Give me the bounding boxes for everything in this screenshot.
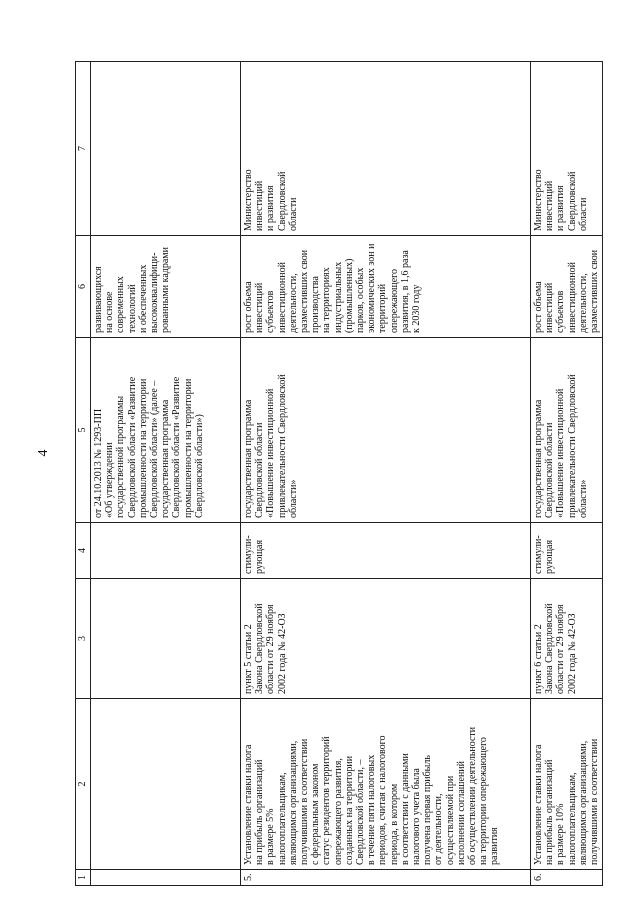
column-header-1: 1 [76, 870, 91, 886]
column-header-7: 7 [76, 62, 91, 236]
state-program: государственная программа Свердловской области «Повышение инвестиционной привлекательности Свердловской области» [241, 338, 531, 523]
incentive-description: Установление ставки налога на прибыль организаций в размере 5% налогоплательщикам, являющимся организациями, получившими в соответствии с федеральным законом статус резидентов территорий опережающего развития, созданных на территории Свердловской области, – в течение пяти налоговых периодов, считая с налогового периода, в котором в соответствии с данными налогового учета была получена первая прибыль от деятельности, осуществляемой при исполнении соглашений об осуществлении деятельности на территории опережающего развития [241, 699, 531, 870]
table-row [241, 62, 531, 886]
continuation-program-cell: от 24.10.2013 № 1293-ПП «Об утверждении государственной программы Свердловской области «Развитие промышленности на территории Свердловской области» (далее – государственная программа Свердловской области «Развитие промышленности на территории Свердловской области») [91, 338, 241, 523]
document-sheet [75, 62, 601, 886]
incentive-type: стимули- рующая [531, 523, 603, 579]
page-number: 4 [36, 449, 51, 457]
column-number-row [76, 62, 91, 886]
legal-basis: пункт 6 статьи 2 Закона Свердловской области от 29 ноября 2002 года № 42-ОЗ [531, 579, 603, 699]
state-program: государственная программа Свердловской области «Повышение инвестиционной привлекательности Свердловской области» [531, 338, 603, 523]
legal-basis: пункт 5 статьи 2 Закона Свердловской области от 29 ноября 2002 года № 42-ОЗ [241, 579, 531, 699]
incentive-description: Установление ставки налога на прибыль организаций в размере 10% налогоплательщикам, являющимся организациями, получившими в соответствии [531, 699, 603, 870]
target-indicator: рост объема инвестиций субъектов инвестиционной деятельности, разместивших свои [531, 236, 603, 338]
column-header-3: 3 [76, 579, 91, 699]
column-header-2: 2 [76, 699, 91, 870]
row-number: 5. [241, 870, 531, 886]
column-header-4: 4 [76, 523, 91, 579]
continuation-num-cell [91, 870, 241, 886]
curator-ministry: Министерство инвестиций и развития Свердловской области [241, 62, 531, 236]
rotated-table-wrapper [75, 62, 601, 886]
column-header-5: 5 [76, 338, 91, 523]
incentive-type: стимули- рующая [241, 523, 531, 579]
table-row [531, 62, 603, 886]
continuation-basis-cell [91, 579, 241, 699]
continuation-type-cell [91, 523, 241, 579]
continuation-goal-cell: развивающихся на основе современных технологий и обеспеченных высококвалифици- рованными кадрами [91, 236, 241, 338]
continuation-row [91, 62, 241, 886]
tax-incentive-table [75, 61, 603, 886]
continuation-curator-cell [91, 62, 241, 236]
curator-ministry: Министерство инвестиций и развития Свердловской области [531, 62, 603, 236]
column-header-6: 6 [76, 236, 91, 338]
target-indicator: рост объема инвестиций субъектов инвестиционной деятельности, разместивших свои производства на территориях индустриальных (промышленных) парков, особых экономических зон и территорий опережающего развития, в 1,6 раза к 2030 году [241, 236, 531, 338]
continuation-description-cell [91, 699, 241, 870]
row-number: 6. [531, 870, 603, 886]
